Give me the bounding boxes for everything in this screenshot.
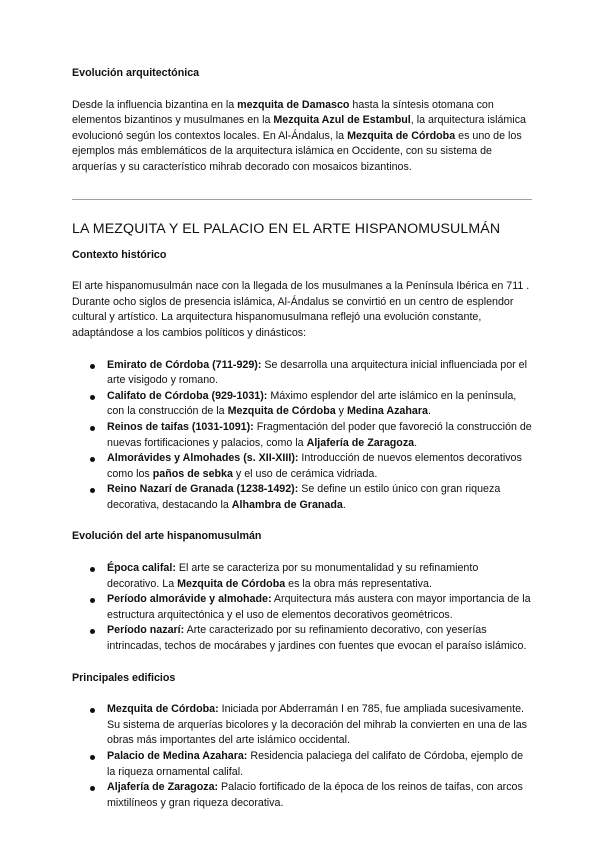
section-heading-contexto-historico: Contexto histórico: [72, 248, 167, 261]
list-item: [72, 420, 532, 451]
section-paragraph-contexto-historico: El arte hispanomusulmán nace con la llegada de los musulmanes a la Península Ibérica en 711 . Durante ocho siglos de presencia islámica, Al-Ándalus se convirtió en un centro de esplendor cultural y artístico. La arquitectura hispanomusulmana reflejó una evolución constante, adaptándose a los cambios políticos y dinásticos:: [72, 280, 530, 339]
text-run: , la arquitectura islámica evolucionó según los contextos locales. En Al-Ándalus, la: [72, 114, 527, 142]
bold-text: Mezquita de Córdoba:: [107, 703, 219, 716]
text-run: Desde la influencia bizantina en la: [72, 98, 238, 111]
text-run: .: [342, 498, 346, 511]
list-item: [72, 389, 532, 420]
bold-text: paños de sebka: [152, 467, 233, 480]
text-run: es uno de los ejemplos más emblemáticos de la arquitectura islámica en Occidente, con su sistema de arquerías y su característico mihrab decorado con mosaicos bizantinos.: [72, 129, 522, 173]
text-run: y: [335, 405, 347, 418]
text-run: Se define un estilo único con gran riqueza decorativa, destacando la: [107, 483, 501, 511]
text-run: y el uso de cerámica vidriada.: [232, 467, 378, 480]
bold-text: Medina Azahara: [346, 405, 428, 418]
bold-text: Época califal:: [107, 562, 176, 575]
text-run: Iniciada por Abderramán I en 785, fue ampliada sucesivamente. Su sistema de arquerías bicolores y la decoración del mihrab la convierten en una de las obras más importantes del arte islámico occidental.: [107, 703, 528, 747]
bold-text: Mezquita Azul de Estambul: [273, 114, 411, 127]
text-run: Arquitectura más austera con mayor importancia de la estructura arquitectónica y el uso de elementos decorativos geométricos.: [107, 593, 531, 621]
list-item: [72, 749, 532, 780]
bold-text: Emirato de Córdoba (711-929):: [107, 358, 262, 371]
section-heading-evolucion-arte: Evolución del arte hispanomusulmán: [72, 530, 262, 543]
text-run: .: [427, 405, 431, 418]
document-page: [72, 66, 532, 811]
text-run: El arte se caracteriza por su monumentalidad y su refinamiento decorativo. La: [107, 562, 479, 590]
text-run: Fragmentación del poder que favoreció la construcción de nuevas fortificaciones y palacios, como la: [107, 420, 532, 449]
page-title: LA MEZQUITA Y EL PALACIO EN EL ARTE HISPANOMUSULMÁN: [72, 220, 501, 237]
bold-text: Período nazarí:: [107, 624, 185, 637]
bold-text: Período almorávide y almohade:: [107, 593, 272, 606]
text-run: es la obra más representativa.: [285, 577, 432, 590]
list-item: [72, 358, 532, 389]
horizontal-divider: [72, 199, 532, 200]
text-run: Palacio fortificado de la época de los reinos de taifas, con arcos mixtilíneos y gran riqueza decorativa.: [107, 781, 523, 809]
text-run: Arte caracterizado por su refinamiento decorativo, con yeserías intrincadas, techos de mocárabes y jardines con fuentes que evocan el paraíso islámico.: [107, 624, 527, 653]
bold-text: Reinos de taifas (1031-1091):: [107, 420, 254, 433]
list-item: [72, 592, 532, 623]
list-item: [72, 451, 532, 482]
bold-text: Califato de Córdoba (929-1031):: [107, 389, 268, 402]
bold-text: Reino Nazarí de Granada (1238-1492):: [107, 483, 299, 496]
list-item: [72, 482, 532, 513]
section-heading-evolucion-arquitectonica: Evolución arquitectónica: [72, 67, 200, 79]
section-paragraph-evolucion-arquitectonica: [72, 98, 532, 176]
bold-text: Alhambra de Granada: [231, 498, 343, 511]
section-heading-principales-edificios: Principales edificios: [72, 671, 176, 684]
bold-text: Aljafería de Zaragoza: [306, 436, 415, 449]
bullet-list-edificios: [72, 702, 532, 811]
text-run: Máximo esplendor del arte islámico en la península, con la construcción de la: [107, 389, 517, 418]
list-item: [72, 561, 532, 592]
list-item: [72, 702, 532, 749]
text-run: hasta la síntesis otomana con elementos bizantinos y musulmanes en la: [72, 98, 494, 127]
bold-text: Palacio de Medina Azahara:: [107, 750, 248, 762]
text-run: .: [414, 436, 418, 449]
bold-text: mezquita de Damasco: [237, 98, 350, 111]
text-run: Residencia palaciega del califato de Córdoba, ejemplo de la riqueza ornamental califal.: [107, 750, 524, 778]
list-item: [72, 780, 532, 811]
bullet-list-evolucion: [72, 561, 532, 655]
bold-text: Aljafería de Zaragoza:: [107, 781, 219, 794]
text-run: Se desarrolla una arquitectura inicial influenciada por el arte visigodo y romano.: [107, 358, 527, 387]
bold-text: Mezquita de Córdoba: [347, 129, 456, 142]
bold-text: Mezquita de Córdoba: [227, 405, 336, 418]
bold-text: Almorávides y Almohades (s. XII-XIII):: [107, 452, 299, 465]
bold-text: Mezquita de Córdoba: [177, 577, 286, 590]
bullet-list-periodos: [72, 358, 532, 514]
text-run: Introducción de nuevos elementos decorativos como los: [107, 452, 522, 480]
list-item: [72, 623, 532, 654]
